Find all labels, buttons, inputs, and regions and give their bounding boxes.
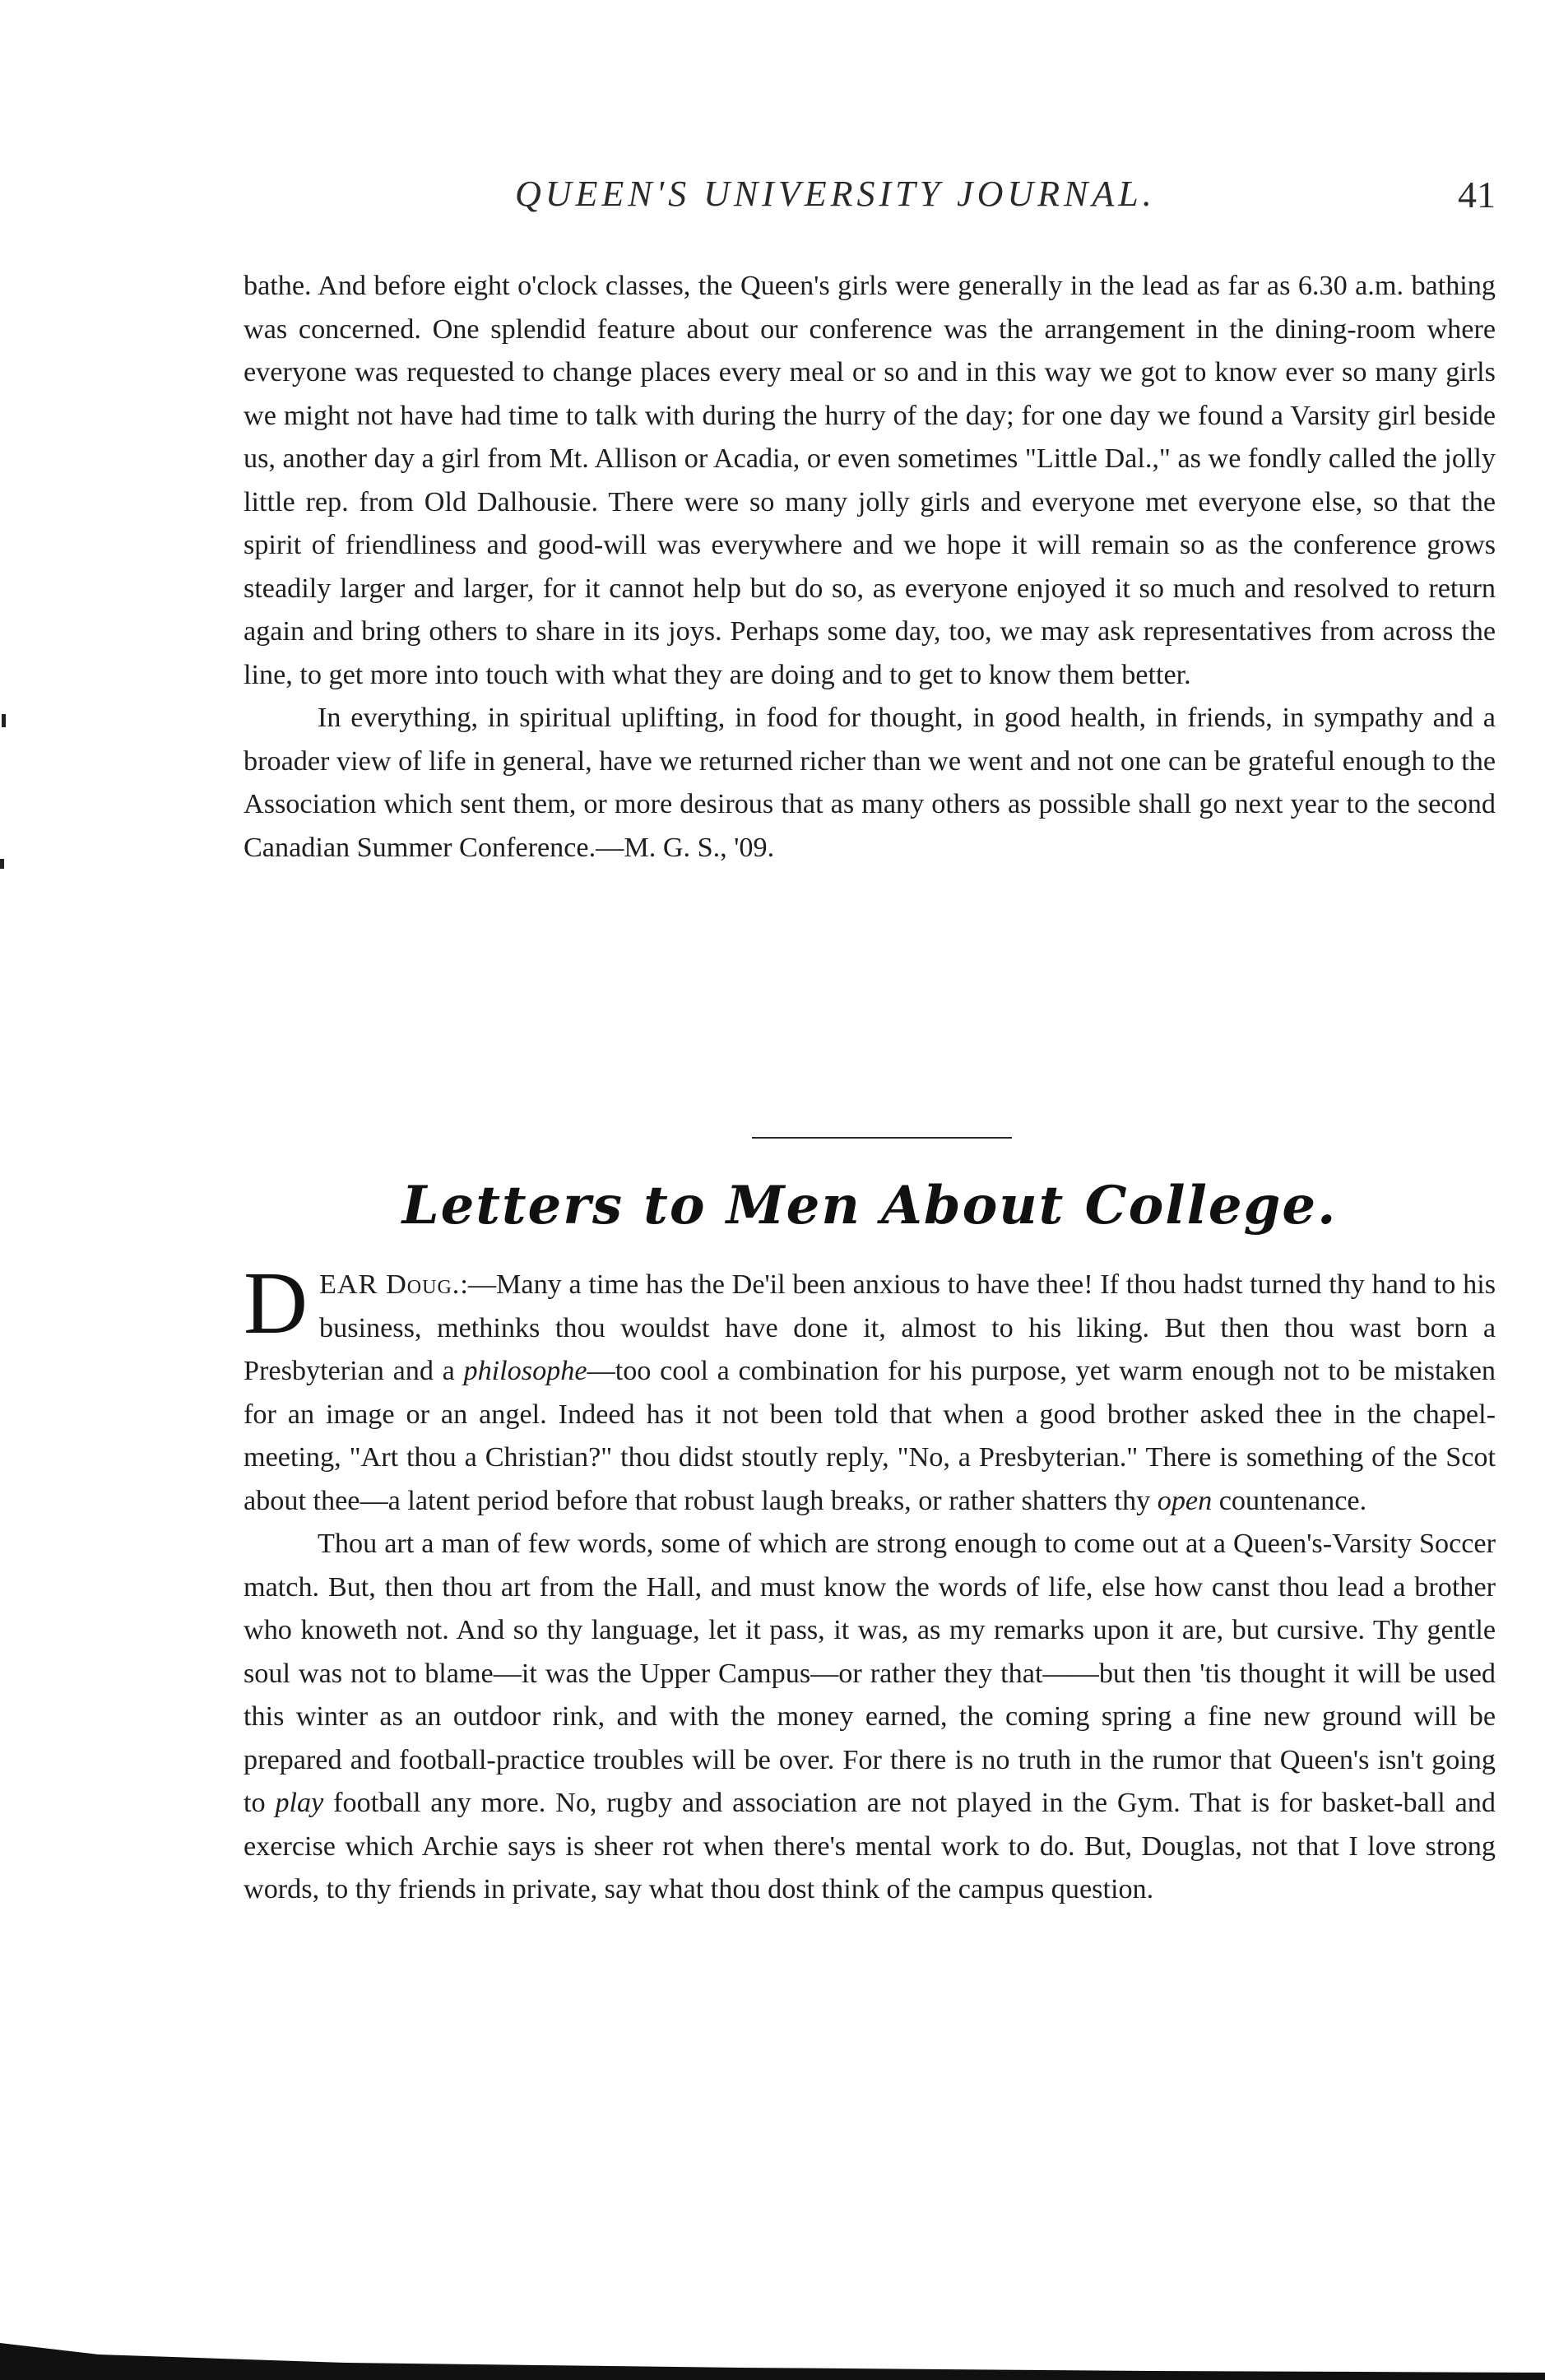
letter-paragraph-1 bbox=[244, 1255, 1496, 1523]
letters-body bbox=[244, 1255, 1496, 1912]
letter-p2-italic-play: play bbox=[275, 1788, 324, 1818]
letter-p2-part-a: Thou art a man of few words, some of which are strong enough to come out at a Queen's-Varsity Soccer match. But, then thou art from the Hall, and must know the words of life, else how canst thou lead a brother who knoweth not. And so thy language, let it pass, it was, as my remarks upon it are, but cursive. Thy gentle soul was not to blame—it was the Upper Campus—or rather they that——but then 'tis thought it will be used this winter as an outdoor rink, and with the money earned, the coming spring a fine new ground will be prepared and football-practice troubles will be over. For there is no truth in the rumor that Queen's isn't going to bbox=[244, 1529, 1496, 1818]
conference-paragraph-2 bbox=[244, 697, 1496, 870]
letter-salutation: EAR Doug. bbox=[319, 1269, 461, 1300]
conference-report bbox=[244, 265, 1496, 870]
letter-p1-part-c: countenance. bbox=[1212, 1485, 1367, 1516]
conference-paragraph-2-text: In everything, in spiritual uplifting, in food for thought, in good health, in friends, in sympathy and a broader view of life in general, have we returned richer than we went and not one can be grateful enough to the Association which sent them, or more desirous that as many others as possible shall go next year to the second Canadian Summer Conference. bbox=[244, 703, 1496, 863]
conference-paragraph-1: bathe. And before eight o'clock classes, the Queen's girls were generally in the lead as far as 6.30 a.m. bathing was concerned. One splendid feature about our conference was the arrangement in the dining-room where everyone was requested to change places every meal or so and in this way we got to know ever so many girls we might not have had time to talk with during the hurry of the day; for one day we found a Varsity girl beside us, another day a girl from Mt. Allison or Acadia, or even sometimes "Little Dal.," as we fondly called the jolly little rep. from Old Dalhousie. There were so many jolly girls and everyone met everyone else, so that the spirit of friendliness and good-will was everywhere and we hope it will remain so as the conference grows steadily larger and larger, for it cannot help but do so, as everyone enjoyed it so much and resolved to return again and bring others to share in its joys. Perhaps some day, too, we may ask representatives from across the line, to get more into touch with what they are doing and to get to know them better. bbox=[244, 271, 1496, 690]
letter-paragraph-2 bbox=[244, 1523, 1496, 1912]
running-head bbox=[244, 173, 1496, 230]
journal-title: QUEEN'S UNIVERSITY JOURNAL. bbox=[515, 174, 1156, 214]
drop-cap: D bbox=[244, 1255, 308, 1352]
letter-p2-part-b: football any more. No, rugby and association are not played in the Gym. That is for basket-ball and exercise which Archie says is sheer rot when there's mental work to do. But, Douglas, not that I love strong words, to thy friends in private, say what thou dost think of the campus question. bbox=[244, 1788, 1496, 1904]
page-number: 41 bbox=[1458, 174, 1496, 216]
letter-p1-part-a: :—Many a time has the De'il been anxious to have thee! If thou hadst turned thy hand to his business, methinks thou wouldst have done it, almost to his liking. But then thou wast born a Presbyterian and a bbox=[244, 1269, 1496, 1386]
page-bottom-shadow bbox=[0, 2335, 1545, 2380]
author-signature: —M. G. S., '09. bbox=[596, 832, 775, 863]
page-bottom-shadow-shape bbox=[0, 2343, 1545, 2380]
section-divider-rule bbox=[752, 1137, 1012, 1139]
margin-speck-lower bbox=[0, 859, 4, 869]
letter-p1-italic-open: open bbox=[1157, 1485, 1213, 1516]
margin-speck-upper bbox=[2, 714, 6, 727]
letter-p1-italic-philosophe: philosophe bbox=[463, 1356, 587, 1386]
section-heading: Letters to Men About College. bbox=[401, 1175, 1338, 1236]
letter-p1-part-b: —too cool a combination for his purpose, yet warm enough not to be mistaken for an image or an angel. Indeed has it not been told that when a good brother asked thee in the chapel-meeting, "Art thou a Christian?" thou didst stoutly reply, "No, a Presbyterian." There is something of the Scot about thee—a latent period before that robust laugh breaks, or rather shatters thy bbox=[244, 1356, 1496, 1516]
